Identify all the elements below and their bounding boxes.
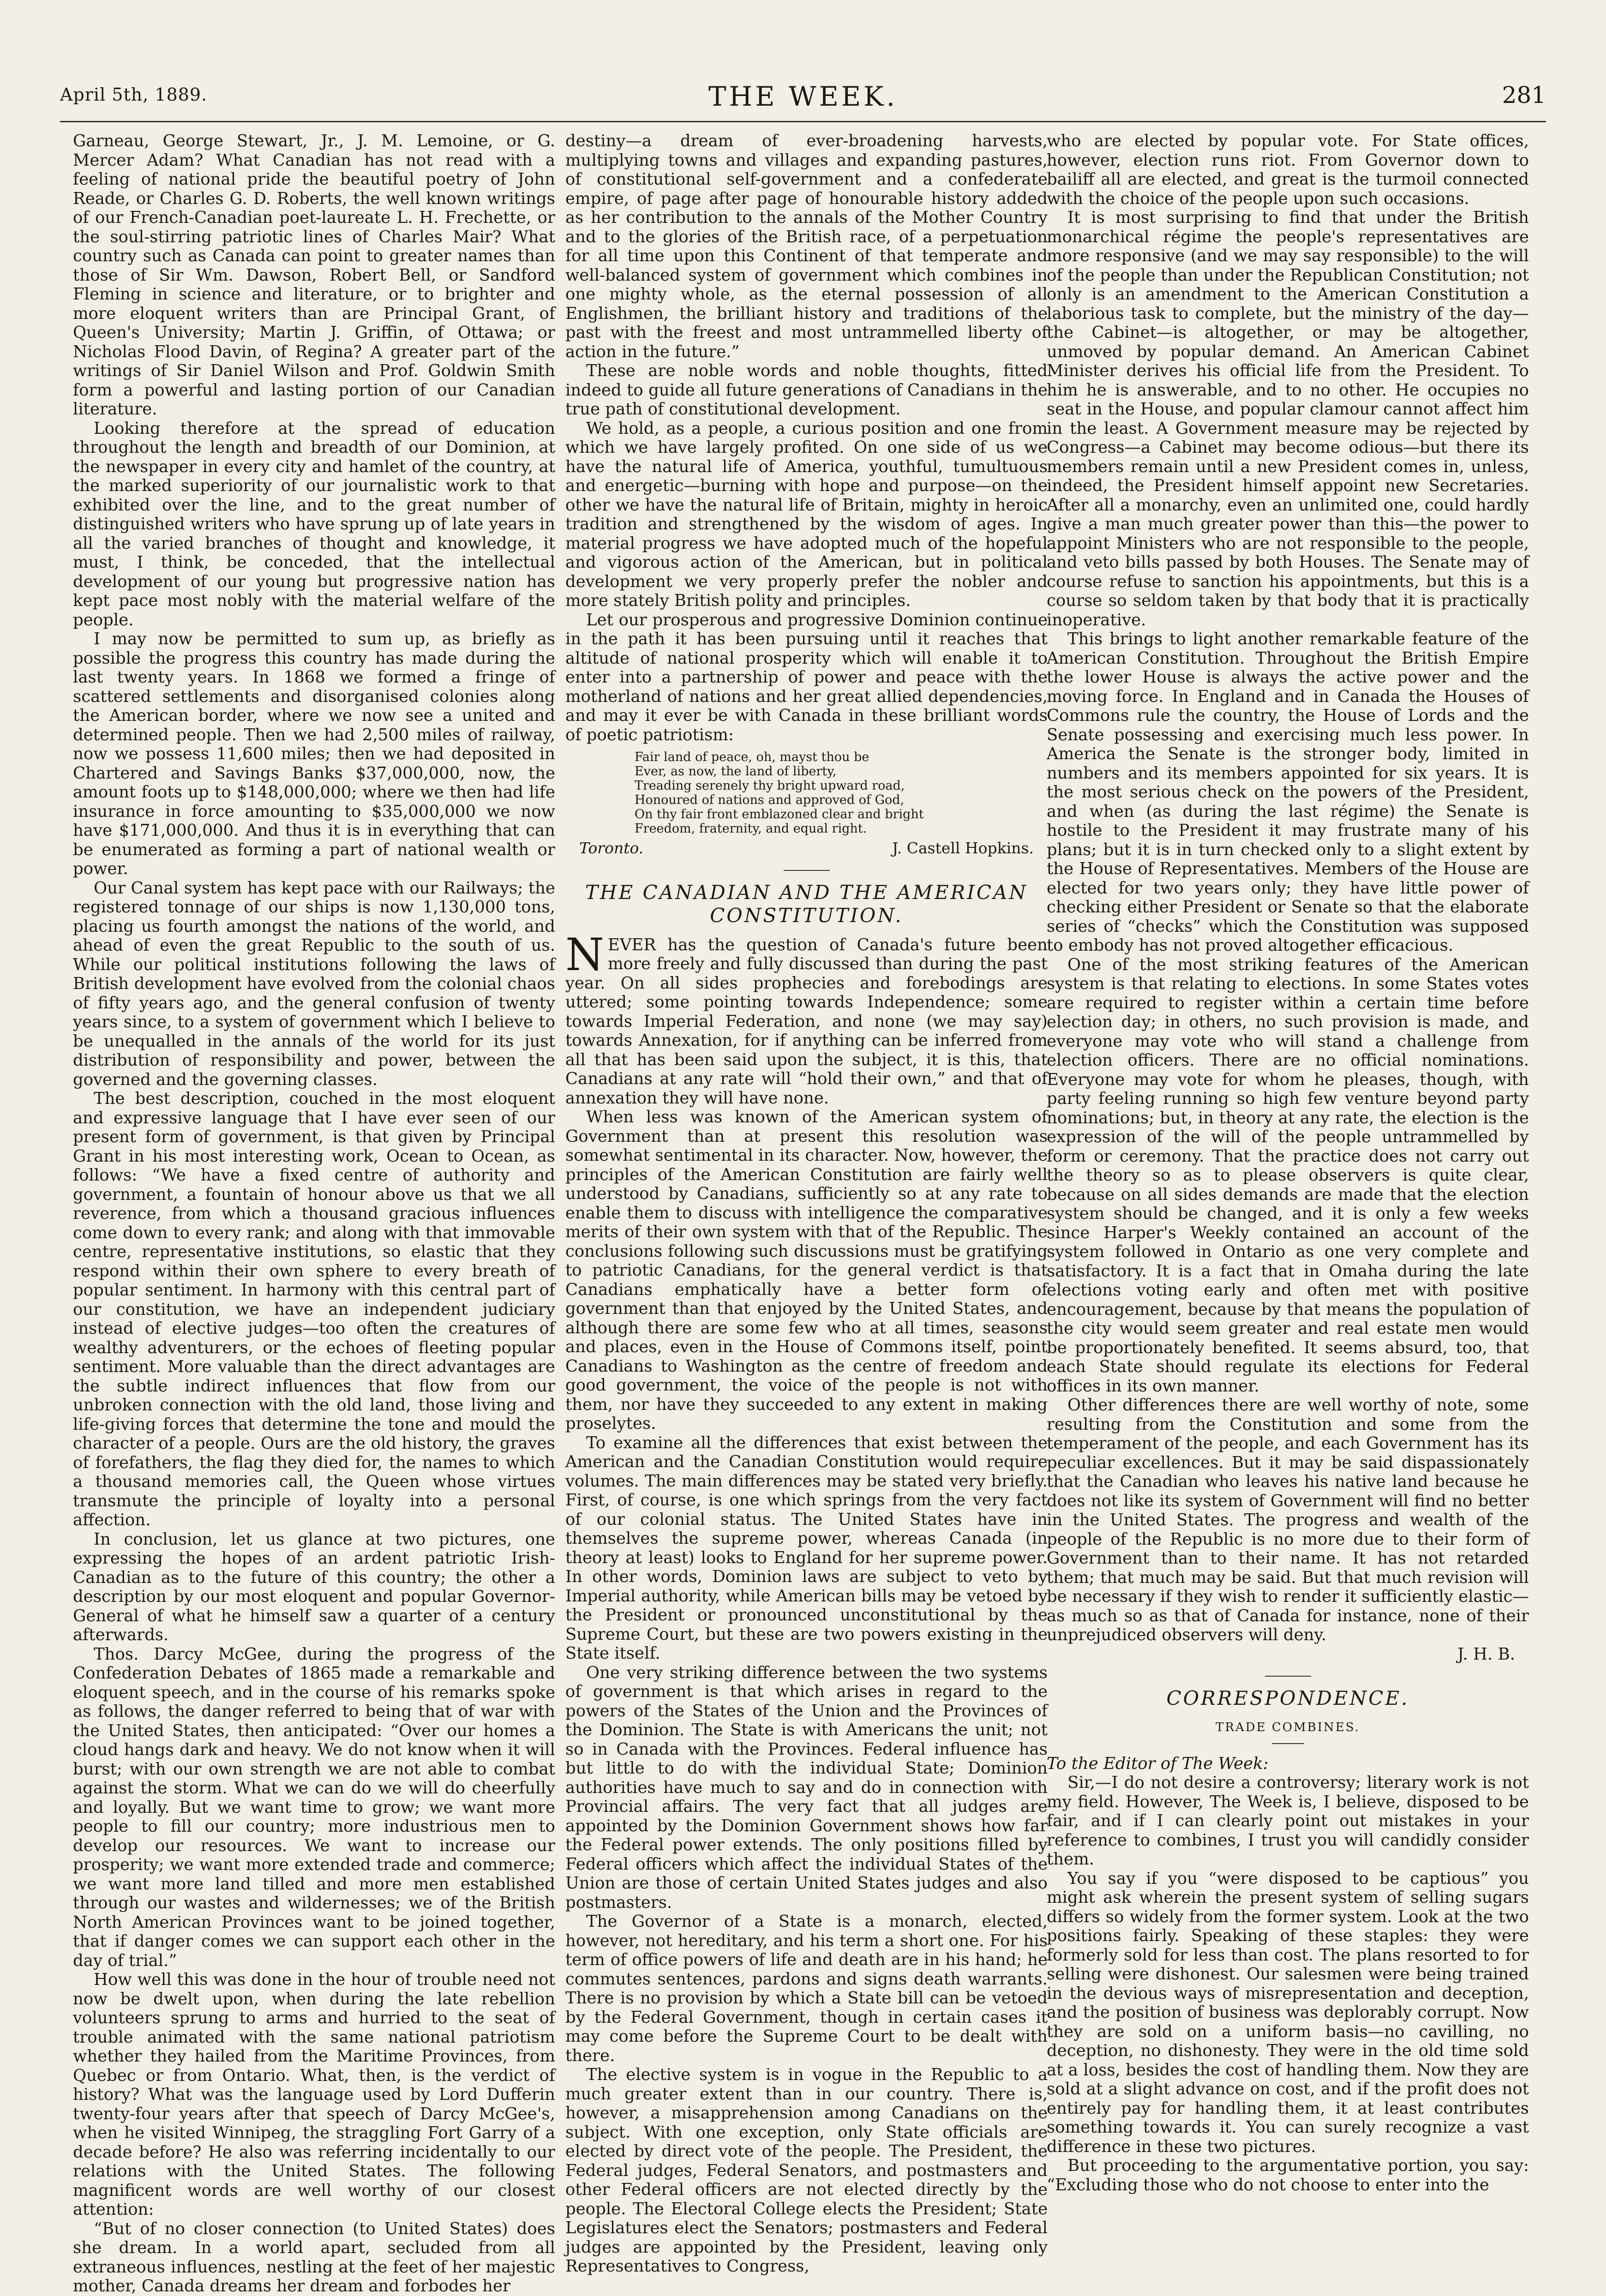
paragraph: We hold, as a people, a curious position and one from which we have largely profited. On one side of us we have the natural life of America, youthful, tumultuous and energetic—burning with hope and purpose—on the other we have the natural life of Britain, mighty in heroic tradition and strengthened by the wisdom of ages. In material progress we have adopted much of the hopeful and vigorous action of the American, but in political development we very properly prefer the nobler and more stately British polity and principles. (565, 419, 1048, 610)
poem-line: Ever, as now, the land of liberty, (635, 764, 837, 779)
section-subhead: TRADE COMBINES. (1216, 1721, 1360, 1734)
column-3 (1047, 132, 1529, 2194)
section-divider (784, 870, 830, 871)
paragraph: who are elected by popular vote. For State offices, however, election runs riot. From Governor down to bailiff all are elected, and great is the turmoil connected with the choice of the people upon such occasions. (1047, 132, 1529, 208)
paragraph: Thos. Darcy McGee, during the progress of the Confederation Debates of 1865 made a remarkable and eloquent speech, and in the course of his remarks spoke as follows, the danger referred to being that of war with the United States, then anticipated: “Over our homes a cloud hangs dark and heavy. We do not know when it will burst; with our own strength we are not able to combat against the storm. What we can do we will do cheerfully and loyally. But we want time to grow; we want more people to fill our country; more industrious men to develop our resources. We want to increase our prosperity; we want more extended trade and commerce; we want more land tilled and more men established through our wastes and wildernesses; we of the British North American Provinces want to be joined together, that if danger comes we can support each other in the day of trial.” (73, 1644, 555, 1970)
page-number: 281 (1502, 82, 1546, 108)
paragraph: Sir,—I do not desire a controversy; literary work is not my field. However, The Week is, I believe, disposed to be fair, and if I can clearly point out mistakes in your reference to combines, I trust you will candidly consider them. (1047, 1773, 1529, 1869)
subhead-rule (1272, 1743, 1304, 1744)
signature-line (579, 839, 1034, 858)
masthead-title: THE WEEK. (708, 81, 898, 112)
paragraph: But proceeding to the argumentative portion, you say: “Excluding those who do not choose to enter into the (1047, 2156, 1529, 2194)
paragraph: “But of no closer connection (to United States) does she dream. In a world apart, secluded from all extraneous influences, nestling at the feet of her majestic mother, Canada dreams her dream and forbodes her (73, 2219, 555, 2296)
column-1 (73, 132, 555, 2296)
signature-place: Toronto. (579, 839, 644, 857)
paragraph: Garneau, George Stewart, Jr., J. M. Lemoine, or G. Mercer Adam? What Canadian has not read with a feeling of national pride the beautiful poetry of John Reade, or Charles G. D. Roberts, the well known writings of our French-Canadian poet-laureate L. H. Frechette, or the soul-stirring patriotic lines of Charles Mair? What country such as Canada can point to greater names than those of Sir Wm. Dawson, Robert Bell, or Sandford Fleming in science and literature, or to brighter and more eloquent writers than are Principal Grant, of Queen's University; Martin J. Griffin, of Ottawa; or Nicholas Flood Davin, of Regina? A greater part of the writings of Sir Daniel Wilson and Prof. Goldwin Smith form a powerful and lasting portion of our Canadian literature. (73, 132, 555, 419)
paragraph: One very striking difference between the two systems of government is that which arises in regard to the powers of the States of the Union and the Provinces of the Dominion. The State is with Americans the unit; not so in Canada with the Provinces. Federal influence has but little to do with the individual State; Dominion authorities have much to say and do in connection with Provincial affairs. The very fact that all judges are appointed by the Dominion Government shows how far the Federal power extends. The only positions filled by Federal officers which affect the individual States of the Union are those of certain United States judges and also postmasters. (565, 1663, 1048, 1912)
column-2 (565, 132, 1048, 2276)
paragraph: The Governor of a State is a monarch, elected, however, not hereditary, and his term a short one. For his term of office powers of life and death are in his hand; he commutes sentences, pardons and signs death warrants. There is no provision by which a State bill can be vetoed by the Federal Government, though in certain cases it may come before the Supreme Court to be dealt with there. (565, 1912, 1048, 2065)
article-headline: THE CANADIAN AND THE AMERICAN CONSTITUTION. (585, 881, 1028, 927)
poem-line: Treading serenely thy bright upward road, (635, 779, 905, 793)
paragraph: Our Canal system has kept pace with our Railways; the registered tonnage of our ships is now 1,130,000 tons, placing us fourth amongst the nations of the world, and ahead of even the great Republic to the south of us. While our political institutions following the laws of British development have evolved from the colonial chaos of fifty years ago, and the general confusion of twenty years since, to a system of government which I believe to be unequalled in the annals of the world for its just distribution of responsibility and power, between the governed and the governing classes. (73, 878, 555, 1089)
paragraph: It is most surprising to find that under the British monarchical régime the people's representatives are more responsive (and we may say responsible) to the will of the people than under the Republican Constitution; not only is an amendment to the American Constitution a laborious task to complete, but the ministry of the day—the Cabinet—is altogether, or may be altogether, unmoved by popular demand. An American Cabinet Minister derives his official life from the President. To him he is answerable, and to no other. He occupies no seat in the House, and popular clamour cannot affect him in the least. A Government measure may be rejected by Congress—a Cabinet may become odious—but there its members remain until a new President comes in, unless, indeed, the President himself appoint new Secretaries. After all a monarchy, even an unlimited one, could hardly give a man much greater power than this—the power to appoint Ministers who are not responsible to the people, and veto bills passed by both Houses. The Senate may of course refuse to sanction his appointments, but this is a course so seldom taken by that body that it is practically inoperative. (1047, 208, 1529, 629)
paragraph: How well this was done in the hour of trouble need not now be dwelt upon, when during the late rebellion volunteers sprung to arms and hurried to the seat of trouble animated with the same national patriotism whether they hailed from the Maritime Provinces, from Quebec or from Ontario. What, then, is the verdict of history? What was the language used by Lord Dufferin twenty-four years after that speech of Darcy McGee's, when he visited Winnipeg, the straggling Fort Garry of a decade before? He also was referring incidentally to our relations with the United States. The following magnificent words are well worthy of our closest attention: (73, 1970, 555, 2219)
paragraph: When less was known of the American system of Government than at present this resolution was somewhat sentimental in its character. Now, however, the principles of the American Constitution are fairly well understood by Canadians, sufficiently so at any rate to enable them to discuss with intelligence the comparative merits of their own system with that of the Republic. The conclusions following such discussions must be gratifying to patriotic Canadians, for the general verdict is that Canadians emphatically have a better form of government than that enjoyed by the United States, and although there are some few who at all times, seasons and places, even in the House of Commons itself, point Canadians to Washington as the centre of freedom and good government, the voice of the people is not with them, nor have they succeeded to any extent in making proselytes. (565, 1108, 1048, 1433)
paragraph: This brings to light another remarkable feature of the American Constitution. Throughout the British Empire the lower House is always the active power and the moving force. In England and in Canada the Houses of Commons rule the country, the House of Lords and the Senate possessing and exercising much less power. In America the Senate is the stronger body, limited in numbers and its members appointed for six years. It is the most serious check on the powers of the President, and when (as during the last régime) the Senate is hostile to the President it may frustrate many of his plans; but it is in turn checked only to a slight extent by the House of Representatives. Members of the House are elected for two years only; they have little power of checking either President or Senate so that the elaborate series of “checks” which the Constitution was supposed to embody has not proved altogether efficacious. (1047, 629, 1529, 955)
article-author: J. H. B. (1457, 1644, 1515, 1664)
poem-line: Fair land of peace, oh, mayst thou be (635, 750, 869, 764)
paragraph: These are noble words and noble thoughts, fitted indeed to guide all future generations of Canadians in the true path of constitutional development. (565, 361, 1048, 419)
signature-author: J. Castell Hopkins. (892, 839, 1034, 857)
poem-stanza (635, 750, 1048, 836)
paragraph: I may now be permitted to sum up, as briefly as possible the progress this country has made during the last twenty years. In 1868 we formed a fringe of scattered settlements and disorganised colonies along the American border, where we now see a united and determined people. Then we had 2,500 miles of railway, now we possess 11,600 miles; then we had deposited in Chartered and Savings Banks $37,000,000, now, the amount foots up to $148,000,000; where we then had life insurance in force amounting to $35,000,000 we now have $171,000,000. And thus it is in everything that can be enumerated as forming a part of national wealth or power. (73, 629, 555, 878)
issue-date: April 5th, 1889. (60, 84, 208, 105)
page-header (60, 81, 1546, 112)
poem-line: Honoured of nations and approved of God, (635, 793, 905, 807)
header-rule (60, 121, 1546, 122)
drop-cap: N (565, 929, 604, 981)
poem-line: Freedom, fraternity, and equal right. (635, 821, 867, 836)
section-headline: CORRESPONDENCE. (1166, 1687, 1409, 1709)
paragraph: The best description, couched in the most eloquent and expressive language that I have ever seen of our present form of government, is that given by Principal Grant in his most interesting work, Ocean to Ocean, as follows: “We have a fixed centre of authority and government, a fountain of honour above us that we all reverence, from which a thousand gracious influences come down to every rank; and along with that immovable centre, representative institutions, so elastic that they respond within their own sphere to every breath of popular sentiment. In harmony with this central part of our constitution, we have an independent judiciary instead of elective judges—too often the creatures of wealthy adventurers, or the echoes of fleeting popular sentiment. More valuable than the direct advantages are the subtle indirect influences that flow from our unbroken connection with the old land, those living and life-giving forces that determine the tone and mould the character of a people. Ours are the old history, the graves of forefathers, the flag they died for, the names to which a thousand memories call, the Queen whose virtues transmute the principle of loyalty into a personal affection. (73, 1089, 555, 1529)
paragraph (565, 929, 1048, 1108)
paragraph: Other differences there are well worthy of note, some resulting from the Constitution and some from the temperament of the people, and each Government has its peculiar excellences. But it may be said dispassionately that the Canadian who leaves his native land because he does not like its system of Government will find no better in the United States. The progress and wealth of the people of the Republic is no more due to their form of Government than to their name. It has not retarded them; that much may be said. But that much revision will be necessary if they wish to render it sufficiently elastic—as much so as that of Canada for instance, none of their unprejudiced observers will deny. (1047, 1396, 1529, 1644)
letter-salutation: To the Editor of The Week: (1047, 1754, 1269, 1773)
paragraph: Looking therefore at the spread of education throughout the length and breadth of our Dominion, at the newspaper in every city and hamlet of the country, at the marked superiority of our journalistic work to that exhibited over the line, and to the great number of distinguished writers who have sprung up of late years in all the varied branches of thought and knowledge, it must, I think, be conceded, that the intellectual development of our young but progressive nation has kept pace most nobly with the material welfare of the people. (73, 419, 555, 629)
paragraph: Let our prosperous and progressive Dominion continue in the path it has been pursuing until it reaches that altitude of national prosperity which will enable it to enter into a partnership of power and peace with the motherland of nations and her great allied dependencies, and may it ever be with Canada in these brilliant words of poetic patriotism: (565, 610, 1048, 744)
paragraph: To examine all the differences that exist between the American and the Canadian Constitution would require volumes. The main differences may be stated very briefly. First, of course, is one which springs from the very fact of our colonial status. The United States have in themselves the supreme power, whereas Canada (in theory at least) looks to England for her supreme power. In other words, Dominion laws are subject to veto by Imperial authority, while American bills may be vetoed by the President or pronounced unconstitutional by the Supreme Court, but these are two powers existing in the State itself. (565, 1433, 1048, 1663)
paragraph: In conclusion, let us glance at two pictures, one expressing the hopes of an ardent patriotic Irish-Canadian as to the future of this country; the other a description by our most eloquent and popular Governor-General of what he himself saw a quarter of a century afterwards. (73, 1529, 555, 1644)
paragraph: The elective system is in vogue in the Republic to a much greater extent than in our country. There is, however, a misapprehension among Canadians on the subject. With one exception, only State officials are elected by direct vote of the people. The President, the Federal judges, Federal Senators, and postmasters and other Federal officers are not elected directly by the people. The Electoral College elects the President; State Legislatures elect the Senators; postmasters and Federal judges are appointed by the President, leaving only Representatives to Congress, (565, 2065, 1048, 2276)
paragraph: destiny—a dream of ever-broadening harvests, multiplying towns and villages and expanding pastures, of constitutional self-government and a confederate empire, of page after page of honourable history added as her contribution to the annals of the Mother Country and to the glories of the British race, of a perpetuation for all time upon this Continent of that temperate and well-balanced system of government which combines in one mighty whole, as the eternal possession of all Englishmen, the brilliant history and traditions of the past with the freest and most untrammelled liberty of action in the future.” (565, 132, 1048, 361)
paragraph: One of the most striking features of the American system is that relating to elections. In some States votes are required to register within a certain time before election day; in others, no such provision is made, and everyone may vote who will stand a challenge from election officers. There are no official nominations. Everyone may vote for whom he pleases, though, with party feeling running so high few venture beyond party nominations; but, in theory at any rate, the election is the expression of the will of the people untrammelled by form or ceremony. That the practice does not carry out the theory so as to please observers is quite clear, because on all sides demands are made that the election system should be changed, and it is only a few weeks since Harper's Weekly contained an account of the system followed in Ontario as one very complete and satisfactory. It is a fact that in Omaha during the late elections voting early and often met with positive encouragement, because by that means the population of the city would seem greater and real estate men would be proportionately benefited. It seems absurd, too, that each State should regulate its elections for Federal offices in its own manner. (1047, 955, 1529, 1396)
paragraph: You say if you “were disposed to be captious” you might ask wherein the present system of selling sugars differs so widely from the former system. Look at the two positions fairly. Speaking of these staples: they were formerly sold for less than cost. The plans resorted to for selling were dishonest. Our salesmen were being trained in the devious ways of misrepresentation and deception, and the position of business was deplorably corrupt. Now they are sold on a uniform basis—no cavilling, no deception, no dishonesty. They were in the old time sold at a loss, besides the cost of handling them. Now they are sold at a slight advance on cost, and if the profit does not entirely pay for handling them, it at least contributes something towards it. You can surely recognize a vast difference in these two pictures. (1047, 1869, 1529, 2156)
poem-line: On thy fair front emblazoned clear and bright (635, 807, 924, 821)
paragraph-text: EVER has the question of Canada's future been more freely and fully discussed than during the past year. On all sides prophecies and forebodings are uttered; some pointing towards Independence; some towards Imperial Federation, and none (we may say) towards Annexation, for if anything can be inferred from all that has been said upon the subject, it is this, that Canadians at any rate will “hold their own,” and that of annexation they will have none. (565, 935, 1048, 1108)
section-divider (1265, 1676, 1311, 1677)
